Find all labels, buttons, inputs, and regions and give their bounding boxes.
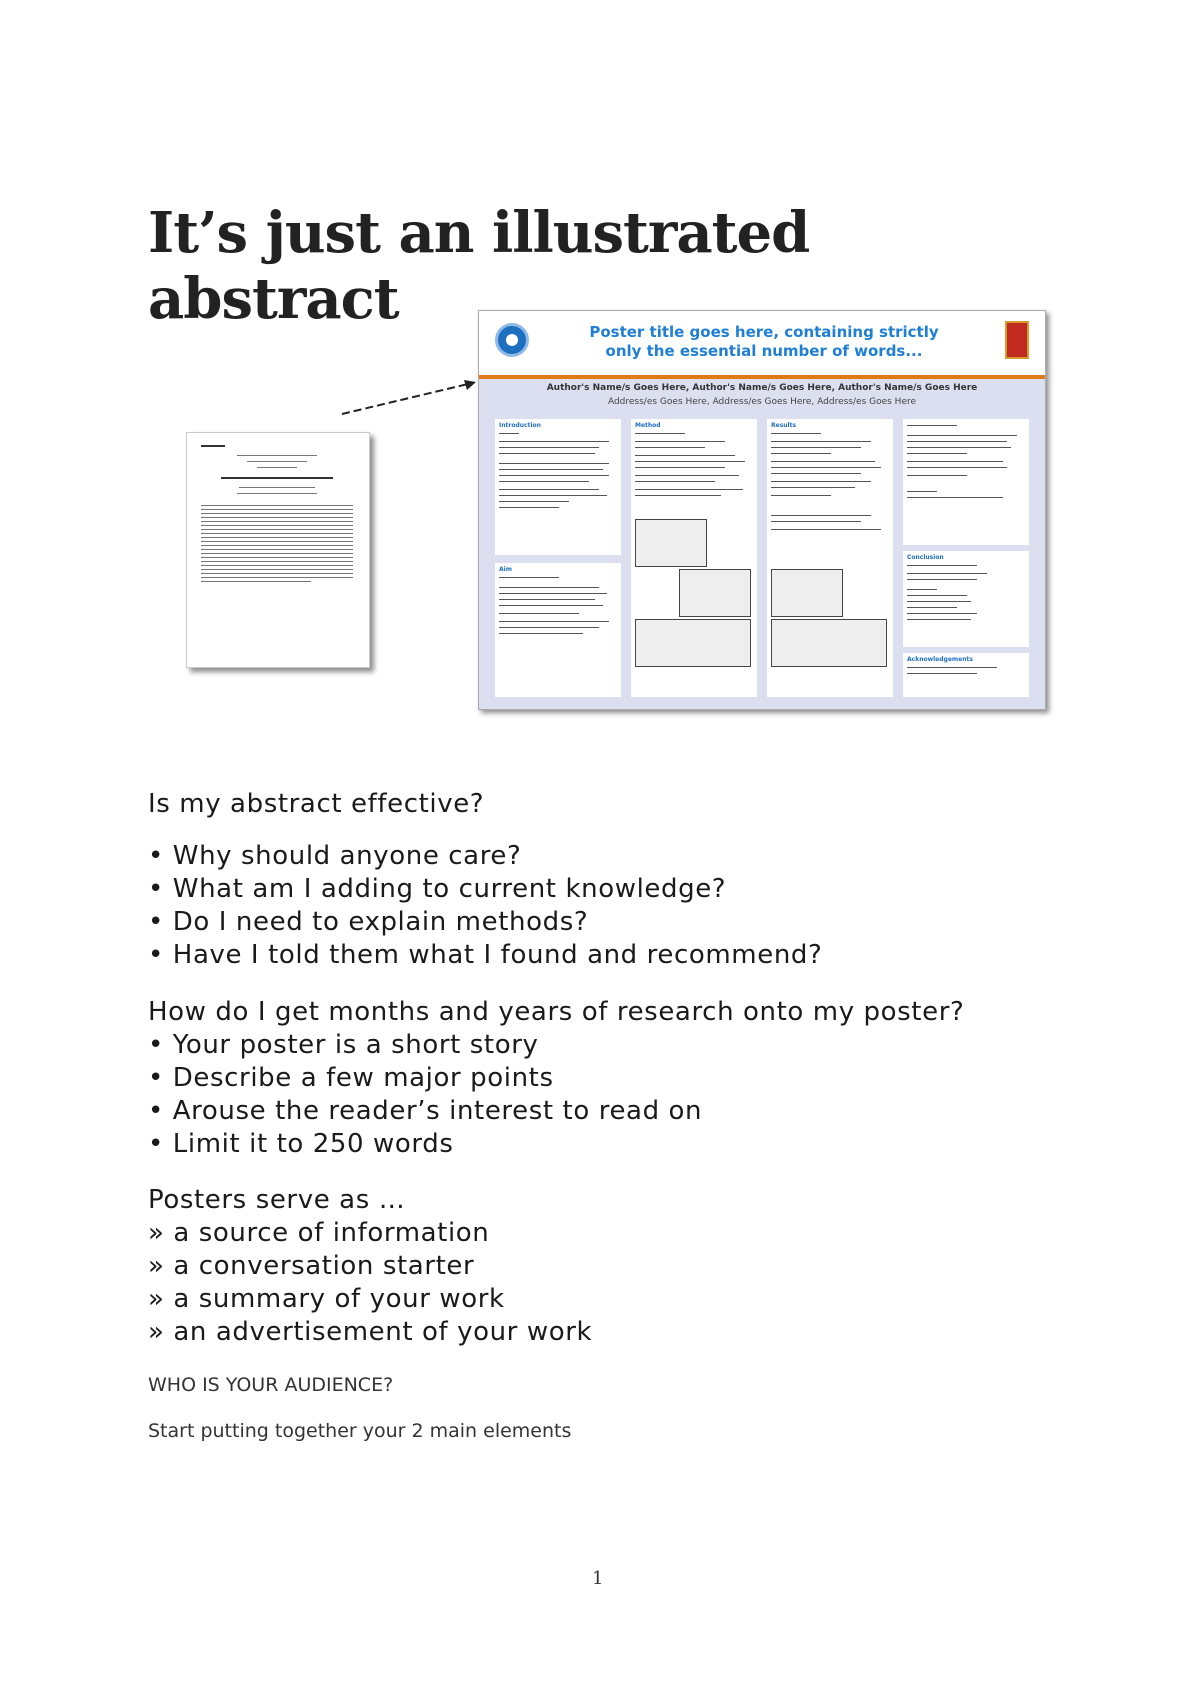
crest-logo-icon [1005, 321, 1029, 359]
poster-section-conclusion: Conclusion [903, 551, 1029, 647]
question-heading: Is my abstract effective? [148, 789, 485, 819]
serve-heading: Posters serve as … [148, 1185, 406, 1215]
poster-section-results: Results [767, 419, 893, 697]
page-number: 1 [592, 1568, 604, 1589]
start-text: Start putting together your 2 main elements [148, 1420, 572, 1442]
list-item: • Describe a few major points [148, 1063, 554, 1093]
poster-section-summary [903, 419, 1029, 545]
list-item: » a summary of your work [148, 1284, 505, 1314]
list-item: • Arouse the reader’s interest to read on [148, 1096, 703, 1126]
list-item: • Do I need to explain methods? [148, 907, 589, 937]
poster-addresses: Address/es Goes Here, Address/es Goes Here, Address/es Goes Here [607, 397, 917, 407]
list-item: • Limit it to 250 words [148, 1129, 454, 1159]
list-item: • What am I adding to current knowledge? [148, 874, 727, 904]
poster-section-aim: Aim [495, 563, 621, 697]
list-item: • Your poster is a short story [148, 1030, 539, 1060]
poster-section-method: Method [631, 419, 757, 697]
page-title: It’s just an illustrated abstract [148, 200, 810, 332]
poster-title: Poster title goes here, containing strictly only the essential number of words... [589, 323, 939, 360]
audience-text: WHO IS YOUR AUDIENCE? [148, 1374, 394, 1396]
arrow-icon [340, 378, 480, 418]
poster-section-introduction: Introduction [495, 419, 621, 555]
abstract-document-illustration [186, 432, 370, 668]
poster-authors: Author's Name/s Goes Here, Author's Name/s Goes Here, Author's Name/s Goes Here [546, 383, 978, 393]
poster-illustration [478, 310, 1046, 710]
poster-section-acknowledgements: Acknowledgements [903, 653, 1029, 697]
research-heading: How do I get months and years of research onto my poster? [148, 997, 965, 1027]
list-item: • Have I told them what I found and recommend? [148, 940, 823, 970]
list-item: » a source of information [148, 1218, 490, 1248]
university-logo-icon [495, 323, 529, 357]
list-item: » an advertisement of your work [148, 1317, 593, 1347]
list-item: » a conversation starter [148, 1251, 475, 1281]
list-item: • Why should anyone care? [148, 841, 522, 871]
